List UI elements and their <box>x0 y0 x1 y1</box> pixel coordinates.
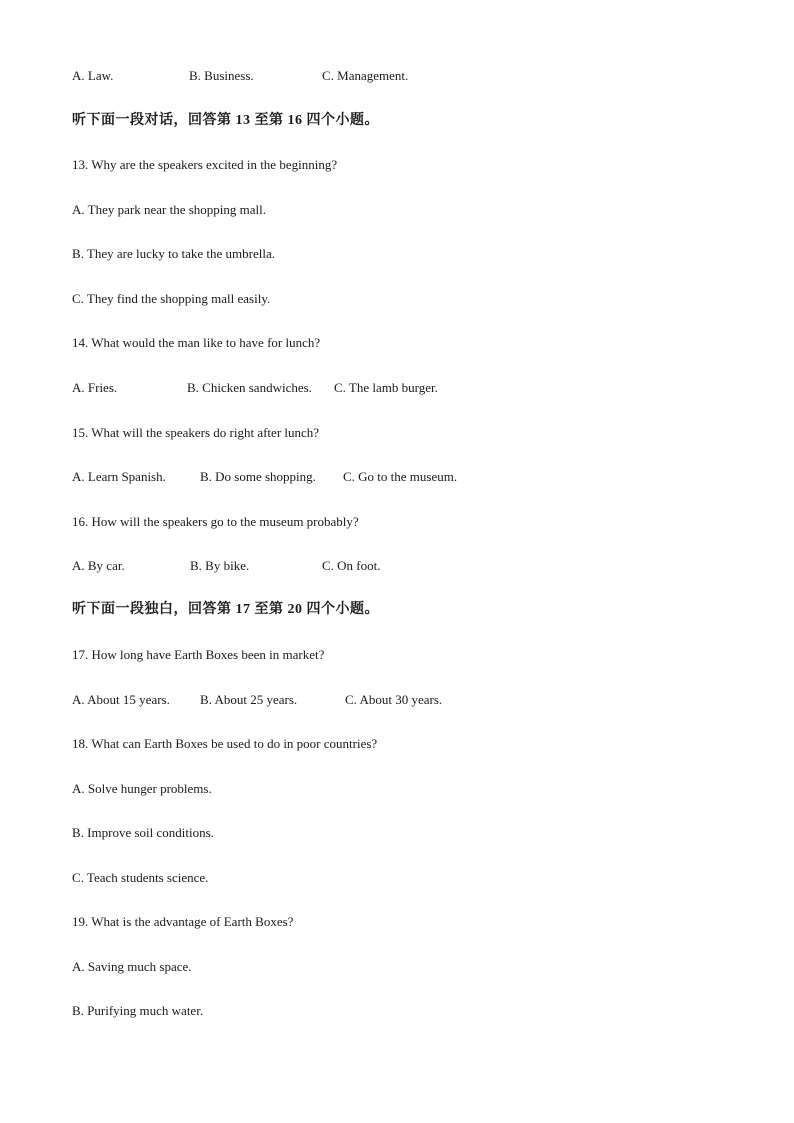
section-heading-17-20: 听下面一段独白，回答第 17 至第 20 四个小题。 <box>72 602 379 617</box>
q18-option-c: C. Teach students science. <box>72 870 209 885</box>
q18-question: 18. What can Earth Boxes be used to do in poor countries? <box>72 736 378 751</box>
q13-question: 13. Why are the speakers excited in the beginning? <box>72 157 338 172</box>
q15-question: 15. What will the speakers do right after lunch? <box>72 425 320 440</box>
q19-option-a: A. Saving much space. <box>72 959 192 974</box>
q18-option-a: A. Solve hunger problems. <box>72 781 212 796</box>
q16-option-c: C. On foot. <box>322 558 381 573</box>
q17-option-b: B. About 25 years. <box>200 692 298 707</box>
q16-option-a: A. By car. <box>72 558 125 573</box>
q19-question: 19. What is the advantage of Earth Boxes? <box>72 914 294 929</box>
q14-option-b: B. Chicken sandwiches. <box>187 380 312 395</box>
section-heading-13-16: 听下面一段对话，回答第 13 至第 16 四个小题。 <box>72 113 379 128</box>
q17-option-c: C. About 30 years. <box>345 692 443 707</box>
q16-question: 16. How will the speakers go to the museum probably? <box>72 514 359 529</box>
q17-option-a: A. About 15 years. <box>72 692 170 707</box>
q13-option-c: C. They find the shopping mall easily. <box>72 291 271 306</box>
q12-option-b: B. Business. <box>189 68 254 83</box>
q12-option-c: C. Management. <box>322 68 409 83</box>
q18-option-b: B. Improve soil conditions. <box>72 825 214 840</box>
q14-option-c: C. The lamb burger. <box>334 380 438 395</box>
q15-option-a: A. Learn Spanish. <box>72 469 166 484</box>
q15-option-c: C. Go to the museum. <box>343 469 458 484</box>
q13-option-a: A. They park near the shopping mall. <box>72 202 266 217</box>
q17-question: 17. How long have Earth Boxes been in market? <box>72 647 325 662</box>
q14-option-a: A. Fries. <box>72 380 118 395</box>
q12-option-a: A. Law. <box>72 68 114 83</box>
q16-option-b: B. By bike. <box>190 558 250 573</box>
q13-option-b: B. They are lucky to take the umbrella. <box>72 246 275 261</box>
q19-option-b: B. Purifying much water. <box>72 1003 204 1018</box>
q14-question: 14. What would the man like to have for lunch? <box>72 335 321 350</box>
q15-option-b: B. Do some shopping. <box>200 469 316 484</box>
